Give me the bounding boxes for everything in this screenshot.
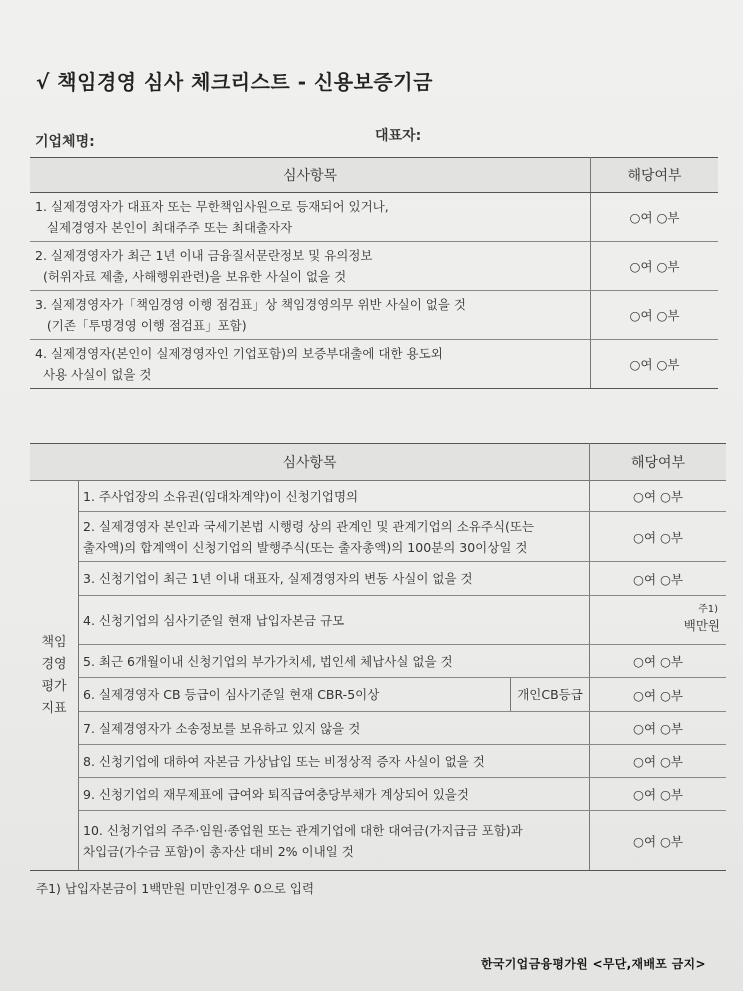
page-title: √ 책임경영 심사 체크리스트 - 신용보증기금 [36, 70, 433, 94]
table2-header-answer: 해당여부 [590, 444, 727, 481]
yes-no-options[interactable]: ○여 ○부 [590, 678, 727, 712]
item-line: 4. 실제경영자(본인이 실제경영자인 기업포함)의 보증부대출에 대한 용도외 [35, 346, 443, 361]
item-line: (기존「투명경영 이행 점검표」포함) [35, 318, 247, 333]
table-row [30, 291, 718, 340]
table-row [30, 645, 726, 678]
table-row [30, 242, 718, 291]
item-line: (허위자료 제출, 사해행위관련)을 보유한 사실이 없을 것 [35, 269, 347, 284]
item-line: 2. 실제경영자 본인과 국세기본법 시행령 상의 관계인 및 관계기업의 소유주식(또는 [83, 518, 535, 534]
category-line: 책임 [41, 634, 67, 650]
item-line: 6. 실제경영자 CB 등급이 심사기준일 현재 CBR-5이상 [83, 687, 380, 702]
table-row [30, 193, 718, 242]
item-text: 9. 신청기업의 재무제표에 급여와 퇴직급여충당부채가 계상되어 있을것 [79, 778, 590, 811]
organization-label: 한국기업금융평가원 <무단,재배포 금지> [481, 957, 706, 971]
item-text: 7. 실제경영자가 소송정보를 보유하고 있지 않을 것 [79, 712, 590, 745]
item-line: 10. 신청기업의 주주·임원·종업원 또는 관계기업에 대한 대여금(가지급금 포함)과 [83, 822, 523, 838]
table-row [30, 811, 726, 871]
item-text: 3. 신청기업이 최근 1년 이내 대표자, 실제경영자의 변동 사실이 없을 것 [79, 562, 590, 596]
category-label [30, 481, 79, 871]
yes-no-options[interactable]: ○여 ○부 [590, 712, 727, 745]
yes-no-options[interactable]: ○여 ○부 [591, 291, 719, 340]
table2-header-item: 심사항목 [30, 444, 590, 481]
category-line: 경영 [41, 656, 67, 672]
yes-no-options[interactable]: ○여 ○부 [590, 481, 727, 512]
item-text: 5. 최근 6개월이내 신청기업의 부가가치세, 법인세 체납사실 없을 것 [79, 645, 590, 678]
table-row [30, 562, 726, 596]
company-name-label: 기업체명: [35, 134, 95, 150]
yes-no-options[interactable]: ○여 ○부 [590, 745, 727, 778]
item-text [30, 242, 591, 291]
table-row [30, 512, 726, 562]
yes-no-options[interactable]: ○여 ○부 [590, 645, 727, 678]
yes-no-options[interactable]: ○여 ○부 [591, 340, 719, 389]
capital-input[interactable] [590, 596, 727, 645]
item-text [30, 291, 591, 340]
checklist-table-1 [30, 157, 718, 389]
item-text [79, 811, 590, 871]
item-line: 2. 실제경영자가 최근 1년 이내 금융질서문란정보 및 유의정보 [35, 248, 373, 263]
yes-no-options[interactable]: ○여 ○부 [590, 811, 727, 871]
item-text [30, 193, 591, 242]
table-row [30, 340, 718, 389]
footnote: 주1) 납입자본금이 1백만원 미만인경우 0으로 입력 [36, 881, 315, 896]
item-text [79, 678, 590, 712]
item-line: 3. 실제경영자가「책임경영 이행 점검표」상 책임경영의무 위반 사실이 없을 것 [35, 297, 466, 312]
item-text: 1. 주사업장의 소유권(임대차계약)이 신청기업명의 [79, 481, 590, 512]
yes-no-options[interactable]: ○여 ○부 [591, 242, 719, 291]
unit-label: 백만원 [683, 618, 720, 633]
item-text [30, 340, 591, 389]
table-row [30, 678, 726, 712]
table-row [30, 712, 726, 745]
category-line: 평가 [41, 678, 67, 694]
table-row [30, 481, 726, 512]
yes-no-options[interactable]: ○여 ○부 [590, 778, 727, 811]
item-line: 1. 실제경영자가 대표자 또는 무한책임사원으로 등재되어 있거나, [35, 199, 389, 214]
cb-grade-input[interactable]: 개인CB등급 [510, 678, 589, 711]
yes-no-options[interactable]: ○여 ○부 [590, 562, 727, 596]
item-line: 차입금(가수금 포함)이 총자산 대비 2% 이내일 것 [83, 843, 354, 859]
item-line: 출자액)의 합계액이 신청기업의 발행주식(또는 출자총액)의 100분의 30이상일 것 [83, 539, 528, 555]
table-row [30, 778, 726, 811]
item-text [79, 512, 590, 562]
item-line: 실제경영자 본인이 최대주주 또는 최대출자자 [35, 220, 293, 235]
table1-header-answer: 해당여부 [591, 158, 719, 193]
item-text: 4. 신청기업의 심사기준일 현재 납입자본금 규모 [79, 596, 590, 645]
category-line: 지표 [41, 700, 67, 716]
item-text: 8. 신청기업에 대하여 자본금 가상납입 또는 비정상적 증자 사실이 없을 것 [79, 745, 590, 778]
table-row [30, 596, 726, 645]
table-row [30, 745, 726, 778]
item-line: 사용 사실이 없을 것 [35, 367, 152, 382]
table1-header-item: 심사항목 [30, 158, 591, 193]
yes-no-options[interactable]: ○여 ○부 [590, 512, 727, 562]
footnote-ref: 주1) [698, 604, 718, 615]
yes-no-options[interactable]: ○여 ○부 [591, 193, 719, 242]
checklist-table-2 [30, 443, 726, 871]
representative-label: 대표자: [375, 128, 422, 144]
